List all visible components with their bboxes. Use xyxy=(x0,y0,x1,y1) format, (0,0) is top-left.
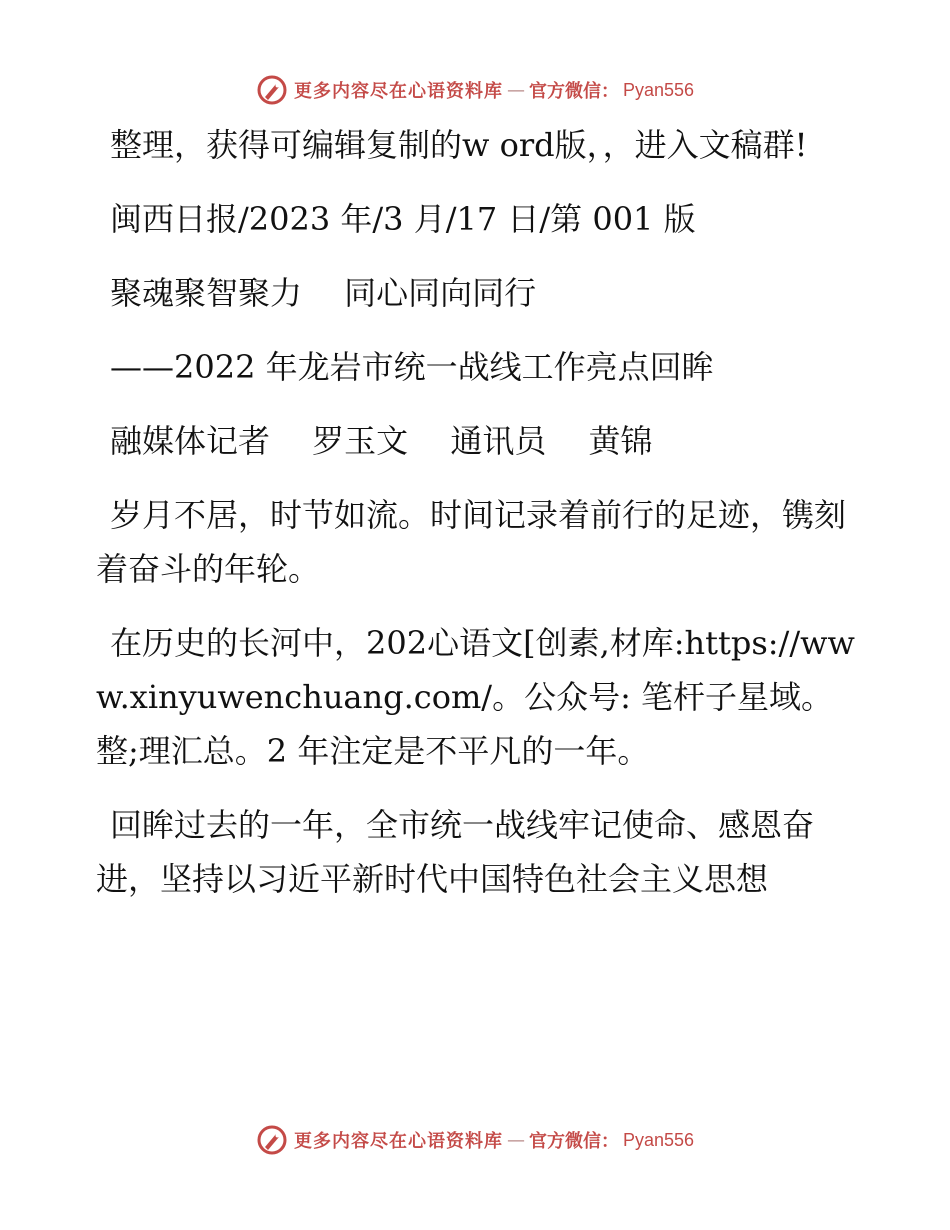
paragraph: 岁月不居，时节如流。时间记录着前行的足迹，镌刻着奋斗的年轮。 xyxy=(96,496,847,588)
header-watermark xyxy=(0,70,950,110)
watermark-text: 更多内容尽在心语资料库 xyxy=(293,81,503,102)
pen-logo-icon xyxy=(256,74,288,106)
paragraph: ——2022 年龙岩市统一战线工作亮点回眸 xyxy=(110,348,714,386)
footer-watermark xyxy=(0,1120,950,1160)
pen-logo-icon xyxy=(256,1124,288,1156)
paragraph: 在历史的长河中，202心语文[创素,材库:https://www.xinyuwenchuang.com/。公众号: 笔杆子星域。整;理汇总。2 年注定是不平凡的一年。 xyxy=(96,624,855,770)
watermark-text: 更多内容尽在心语资料库 xyxy=(293,1131,503,1152)
paragraph: 闽西日报/2023 年/3 月/17 日/第 001 版 xyxy=(110,200,696,238)
paragraph: 融媒体记者 罗玉文 通讯员 黄锦 xyxy=(110,422,653,460)
paragraph: 回眸过去的一年，全市统一战线牢记使命、感恩奋进，坚持以习近平新时代中国特色社会主义思想 xyxy=(96,806,815,898)
paragraph: 整理，获得可编辑复制的w ord版，，进入文稿群! xyxy=(110,126,808,164)
document-body xyxy=(96,118,856,926)
watermark-separator: — xyxy=(506,1129,525,1151)
watermark-label: 官方微信： xyxy=(528,1131,619,1152)
watermark-separator: — xyxy=(506,79,525,101)
watermark-id: Pyan556 xyxy=(622,79,695,100)
paragraph: 聚魂聚智聚力 同心同向同行 xyxy=(110,274,537,312)
watermark-label: 官方微信： xyxy=(528,81,619,102)
watermark-id: Pyan556 xyxy=(622,1129,695,1150)
